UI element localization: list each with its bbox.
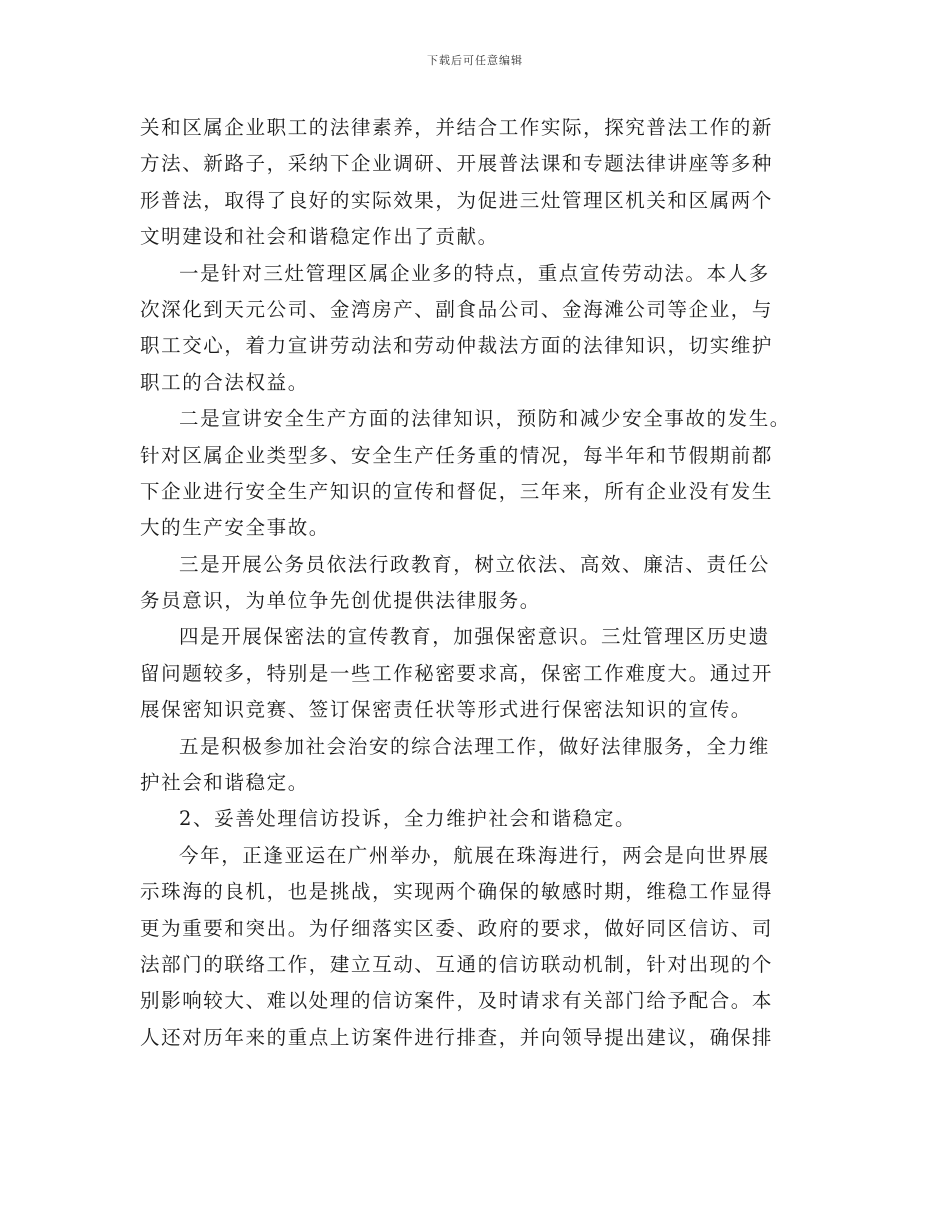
text-line: 五是积极参加社会治安的综合法理工作，做好法律服务，全力维: [179, 734, 770, 758]
text-line: 文明建设和社会和谐稳定作出了贡献。: [140, 225, 499, 249]
text-line: 展保密知识竞赛、签订保密责任状等形式进行保密法知识的宣传。: [140, 698, 752, 722]
text-line: 示珠海的良机，也是挑战，实现两个确保的敏感时期，维稳工作显得: [140, 880, 774, 904]
text-line: 方法、新路子，采纳下企业调研、开展普法课和专题法律讲座等多种: [140, 152, 774, 176]
text-line: 2、妥善处理信访投诉，全力维护社会和谐稳定。: [179, 807, 637, 831]
text-line: 职工交心，着力宣讲劳动法和劳动仲裁法方面的法律知识，切实维护: [140, 334, 774, 358]
text-line: 人还对历年来的重点上访案件进行排查，并向领导提出建议，确保排: [140, 1025, 774, 1049]
text-line: 四是开展保密法的宣传教育，加强保密意识。三灶管理区历史遗: [179, 625, 770, 649]
text-line: 次深化到天元公司、金湾房产、副食品公司、金海滩公司等企业，与: [140, 297, 774, 321]
text-line: 一是针对三灶管理区属企业多的特点，重点宣传劳动法。本人多: [179, 261, 770, 285]
text-line: 法部门的联络工作，建立互动、互通的信访联动机制，针对出现的个: [140, 952, 774, 976]
text-line: 别影响较大、难以处理的信访案件，及时请求有关部门给予配合。本: [140, 989, 774, 1013]
text-line: 务员意识，为单位争先创优提供法律服务。: [140, 589, 541, 613]
text-line: 职工的合法权益。: [140, 370, 309, 394]
text-line: 留问题较多，特别是一些工作秘密要求高，保密工作难度大。通过开: [140, 661, 774, 685]
text-line: 今年，正逢亚运在广州举办，航展在珠海进行，两会是向世界展: [179, 843, 770, 867]
text-line: 针对区属企业类型多、安全生产任务重的情况，每半年和节假期前都: [140, 443, 774, 467]
text-line: 二是宣讲安全生产方面的法律知识，预防和减少安全事故的发生。: [179, 407, 791, 431]
page-header-note: 下载后可任意编辑: [427, 54, 523, 67]
text-line: 护社会和谐稳定。: [140, 771, 309, 795]
body-text: [140, 110, 820, 1056]
text-line: 更为重要和突出。为仔细落实区委、政府的要求，做好同区信访、司: [140, 916, 774, 940]
text-line: 下企业进行安全生产知识的宣传和督促，三年来，所有企业没有发生: [140, 479, 774, 503]
text-line: 大的生产安全事故。: [140, 516, 330, 540]
text-line: 关和区属企业职工的法律素养，并结合工作实际，探究普法工作的新: [140, 116, 774, 139]
text-line: 三是开展公务员依法行政教育，树立依法、高效、廉洁、责任公: [179, 552, 770, 576]
text-line: 形普法，取得了良好的实际效果，为促进三灶管理区机关和区属两个: [140, 188, 774, 212]
